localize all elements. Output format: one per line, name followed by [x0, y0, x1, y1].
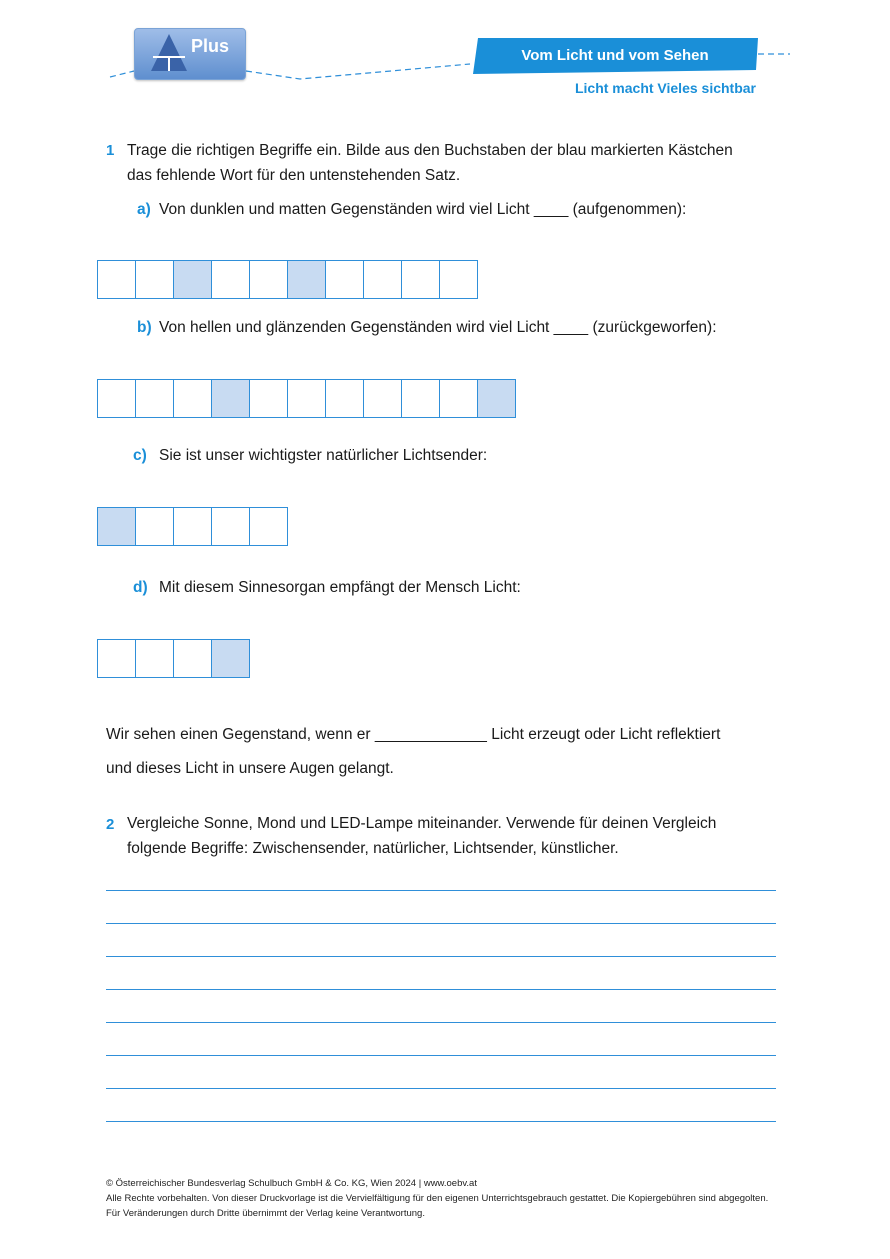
letter-box[interactable]: [325, 260, 364, 299]
letter-box[interactable]: [325, 379, 364, 418]
answer-line[interactable]: [106, 1088, 776, 1089]
item-a-label: a): [137, 201, 151, 218]
letter-box-marked[interactable]: [287, 260, 326, 299]
letter-box[interactable]: [173, 379, 212, 418]
letter-box[interactable]: [173, 639, 212, 678]
item-b-label: b): [137, 319, 152, 336]
letter-box-marked[interactable]: [477, 379, 516, 418]
task-1-number: 1: [106, 142, 115, 159]
letter-box[interactable]: [401, 379, 440, 418]
letter-box[interactable]: [211, 507, 250, 546]
item-d-label: d): [133, 579, 148, 596]
chapter-title: Vom Licht und vom Sehen: [521, 47, 709, 64]
answer-line[interactable]: [106, 1022, 776, 1023]
letter-box[interactable]: [97, 260, 136, 299]
answer-line[interactable]: [106, 923, 776, 924]
item-a-boxes: [97, 260, 477, 299]
letter-box[interactable]: [135, 379, 174, 418]
item-b-boxes: [97, 379, 515, 418]
logo-text: Plus: [191, 36, 230, 56]
item-a-text: Von dunklen und matten Gegenständen wird viel Licht ____ (aufgenommen):: [159, 201, 687, 218]
letter-box[interactable]: [249, 379, 288, 418]
letter-box[interactable]: [97, 379, 136, 418]
letter-box[interactable]: [439, 379, 478, 418]
task-2-instruction-line2: folgende Begriffe: Zwischensender, natürlicher, Lichtsender, künstlicher.: [127, 840, 619, 857]
letter-box-marked[interactable]: [211, 379, 250, 418]
solution-sentence-line2: und dieses Licht in unsere Augen gelangt.: [106, 760, 394, 777]
item-b-text: Von hellen und glänzenden Gegenständen wird viel Licht ____ (zurückgeworfen):: [159, 319, 717, 336]
solution-sentence-line1: Wir sehen einen Gegenstand, wenn er _____________ Licht erzeugt oder Licht reflektiert: [106, 726, 721, 743]
letter-box[interactable]: [249, 507, 288, 546]
item-d-text: Mit diesem Sinnesorgan empfängt der Mensch Licht:: [159, 579, 521, 596]
task-2-instruction-line1: Vergleiche Sonne, Mond und LED-Lampe miteinander. Verwende für deinen Vergleich: [127, 815, 717, 832]
letter-box-marked[interactable]: [211, 639, 250, 678]
letter-box[interactable]: [439, 260, 478, 299]
letter-box[interactable]: [363, 379, 402, 418]
letter-box[interactable]: [173, 507, 212, 546]
item-d-boxes: [97, 639, 249, 678]
letter-box[interactable]: [97, 639, 136, 678]
task-2-number: 2: [106, 816, 115, 833]
letter-box[interactable]: [363, 260, 402, 299]
item-c-text: Sie ist unser wichtigster natürlicher Lichtsender:: [159, 447, 488, 464]
letter-box[interactable]: [211, 260, 250, 299]
publisher-logo: [134, 28, 246, 80]
letter-box-marked[interactable]: [97, 507, 136, 546]
task-1-instruction-line2: das fehlende Wort für den untenstehenden Satz.: [127, 167, 461, 184]
letter-box[interactable]: [135, 507, 174, 546]
footer-line3: Für Veränderungen durch Dritte übernimmt der Verlag keine Verantwortung.: [106, 1208, 425, 1219]
answer-line[interactable]: [106, 890, 776, 891]
footer-line2: Alle Rechte vorbehalten. Von dieser Druckvorlage ist die Vervielfältigung für den eigenen Unterrichtsgebrauch gestattet. Die Kopiergebühren sind abgegolten.: [106, 1193, 769, 1204]
letter-box-marked[interactable]: [173, 260, 212, 299]
answer-line[interactable]: [106, 1055, 776, 1056]
item-c-label: c): [133, 447, 147, 464]
section-subtitle: Licht macht Vieles sichtbar: [574, 80, 756, 96]
answer-line[interactable]: [106, 1121, 776, 1122]
answer-line[interactable]: [106, 989, 776, 990]
footer-line1: © Österreichischer Bundesverlag Schulbuch GmbH & Co. KG, Wien 2024 | www.oebv.at: [106, 1178, 477, 1189]
answer-line[interactable]: [106, 956, 776, 957]
letter-box[interactable]: [135, 260, 174, 299]
letter-box[interactable]: [287, 379, 326, 418]
item-c-boxes: [97, 507, 287, 546]
task-1-instruction-line1: Trage die richtigen Begriffe ein. Bilde aus den Buchstaben der blau markierten Kästchen: [127, 142, 733, 159]
letter-box[interactable]: [135, 639, 174, 678]
letter-box[interactable]: [401, 260, 440, 299]
copyright-footer: [106, 1176, 768, 1221]
triangle-logo-icon: [135, 29, 191, 79]
letter-box[interactable]: [249, 260, 288, 299]
